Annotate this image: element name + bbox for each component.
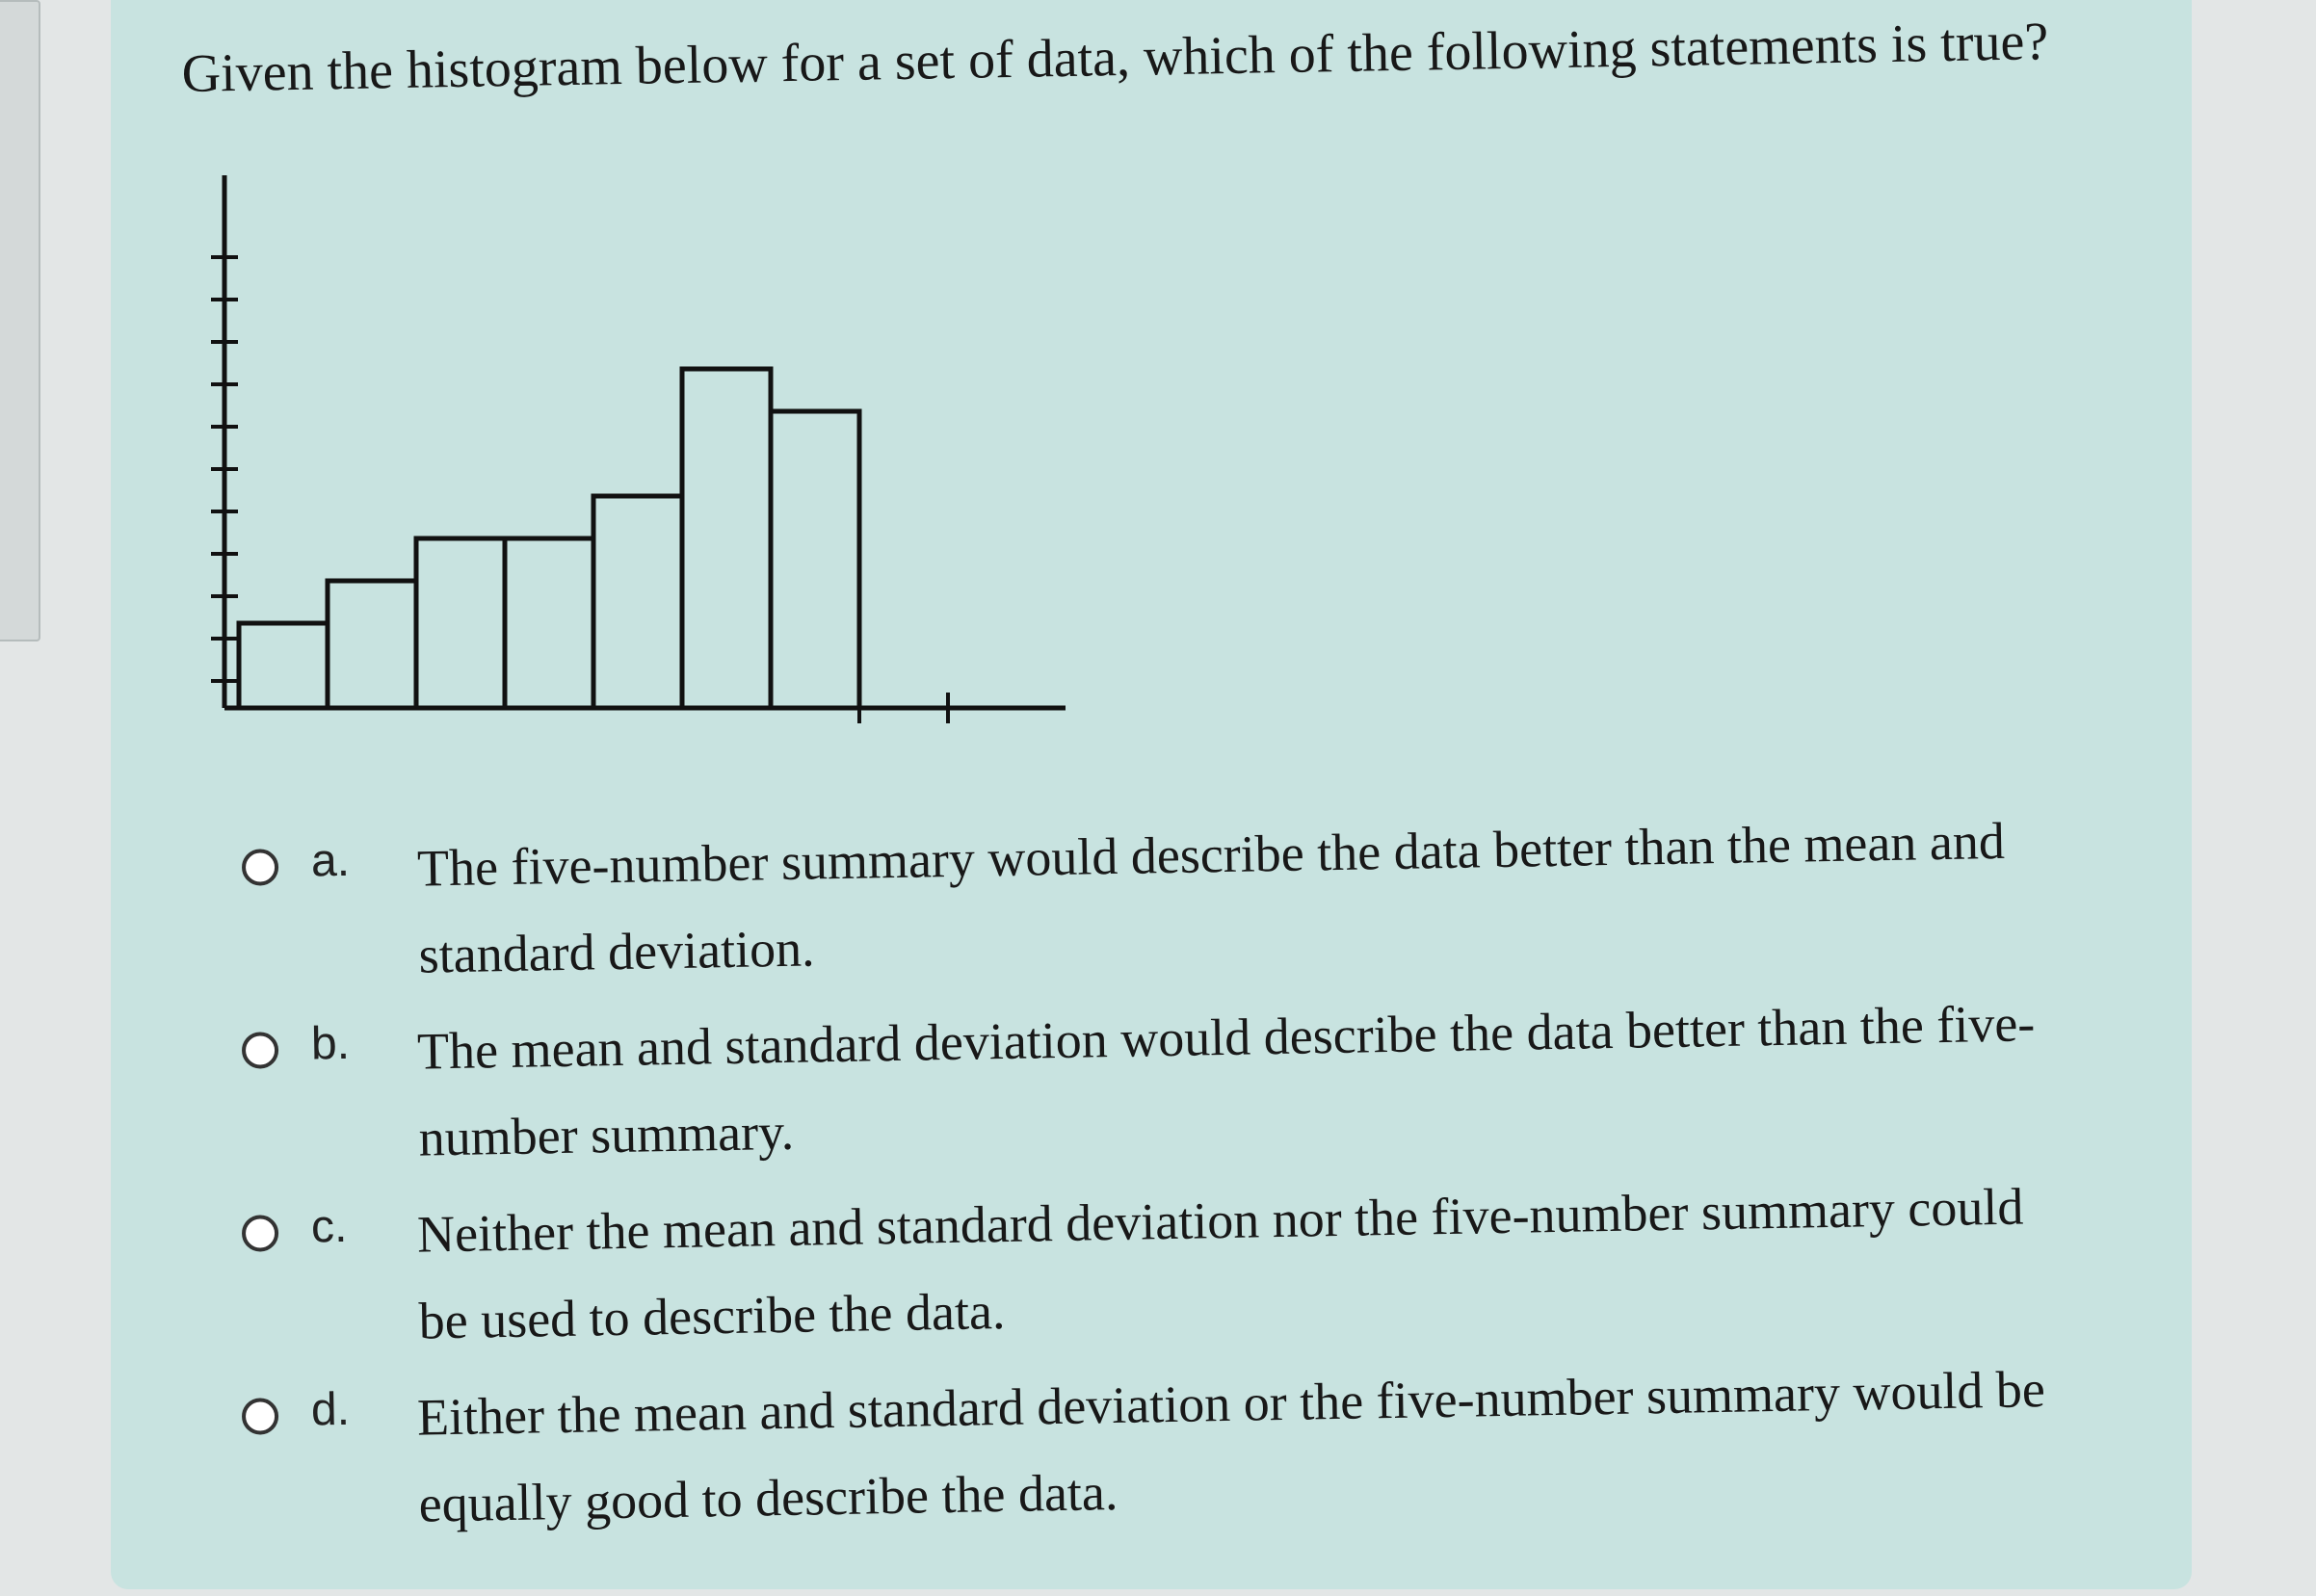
histogram [181, 164, 1154, 742]
left-panel [0, 0, 40, 641]
histogram-bar-7 [771, 411, 859, 708]
histogram-bar-2 [328, 581, 416, 708]
option-a[interactable] [231, 776, 2122, 982]
option-c[interactable] [231, 1142, 2122, 1348]
option-b[interactable] [231, 959, 2122, 1165]
histogram-bar-1 [239, 623, 328, 708]
histogram-svg [181, 164, 1154, 742]
radio-button-c[interactable] [242, 1215, 279, 1252]
radio-button-d[interactable] [242, 1398, 279, 1435]
option-letter-a: a. [310, 834, 351, 887]
option-letter-c: c. [310, 1200, 348, 1253]
radio-button-a[interactable] [242, 849, 279, 886]
question-text: Given the histogram below for a set of data, which of the following statements is true? [181, 12, 2049, 104]
option-d[interactable] [231, 1325, 2122, 1531]
radio-button-b[interactable] [242, 1032, 279, 1069]
option-text-c: Neither the mean and standard deviation nor the five-number summary could be used to describe the data. [416, 1177, 2024, 1350]
histogram-bar-3 [416, 538, 505, 708]
option-text-d: Either the mean and standard deviation or the five-number summary would be equally good to describe the data. [416, 1360, 2046, 1533]
option-letter-d: d. [310, 1383, 351, 1436]
histogram-bar-6 [682, 369, 771, 708]
option-text-a: The five-number summary would describe the data better than the mean and standard deviation. [416, 811, 2006, 984]
option-text-b: The mean and standard deviation would describe the data better than the five-number summary. [416, 994, 2036, 1167]
histogram-bar-4 [505, 538, 593, 708]
option-letter-b: b. [310, 1017, 351, 1070]
histogram-bar-5 [593, 496, 682, 708]
